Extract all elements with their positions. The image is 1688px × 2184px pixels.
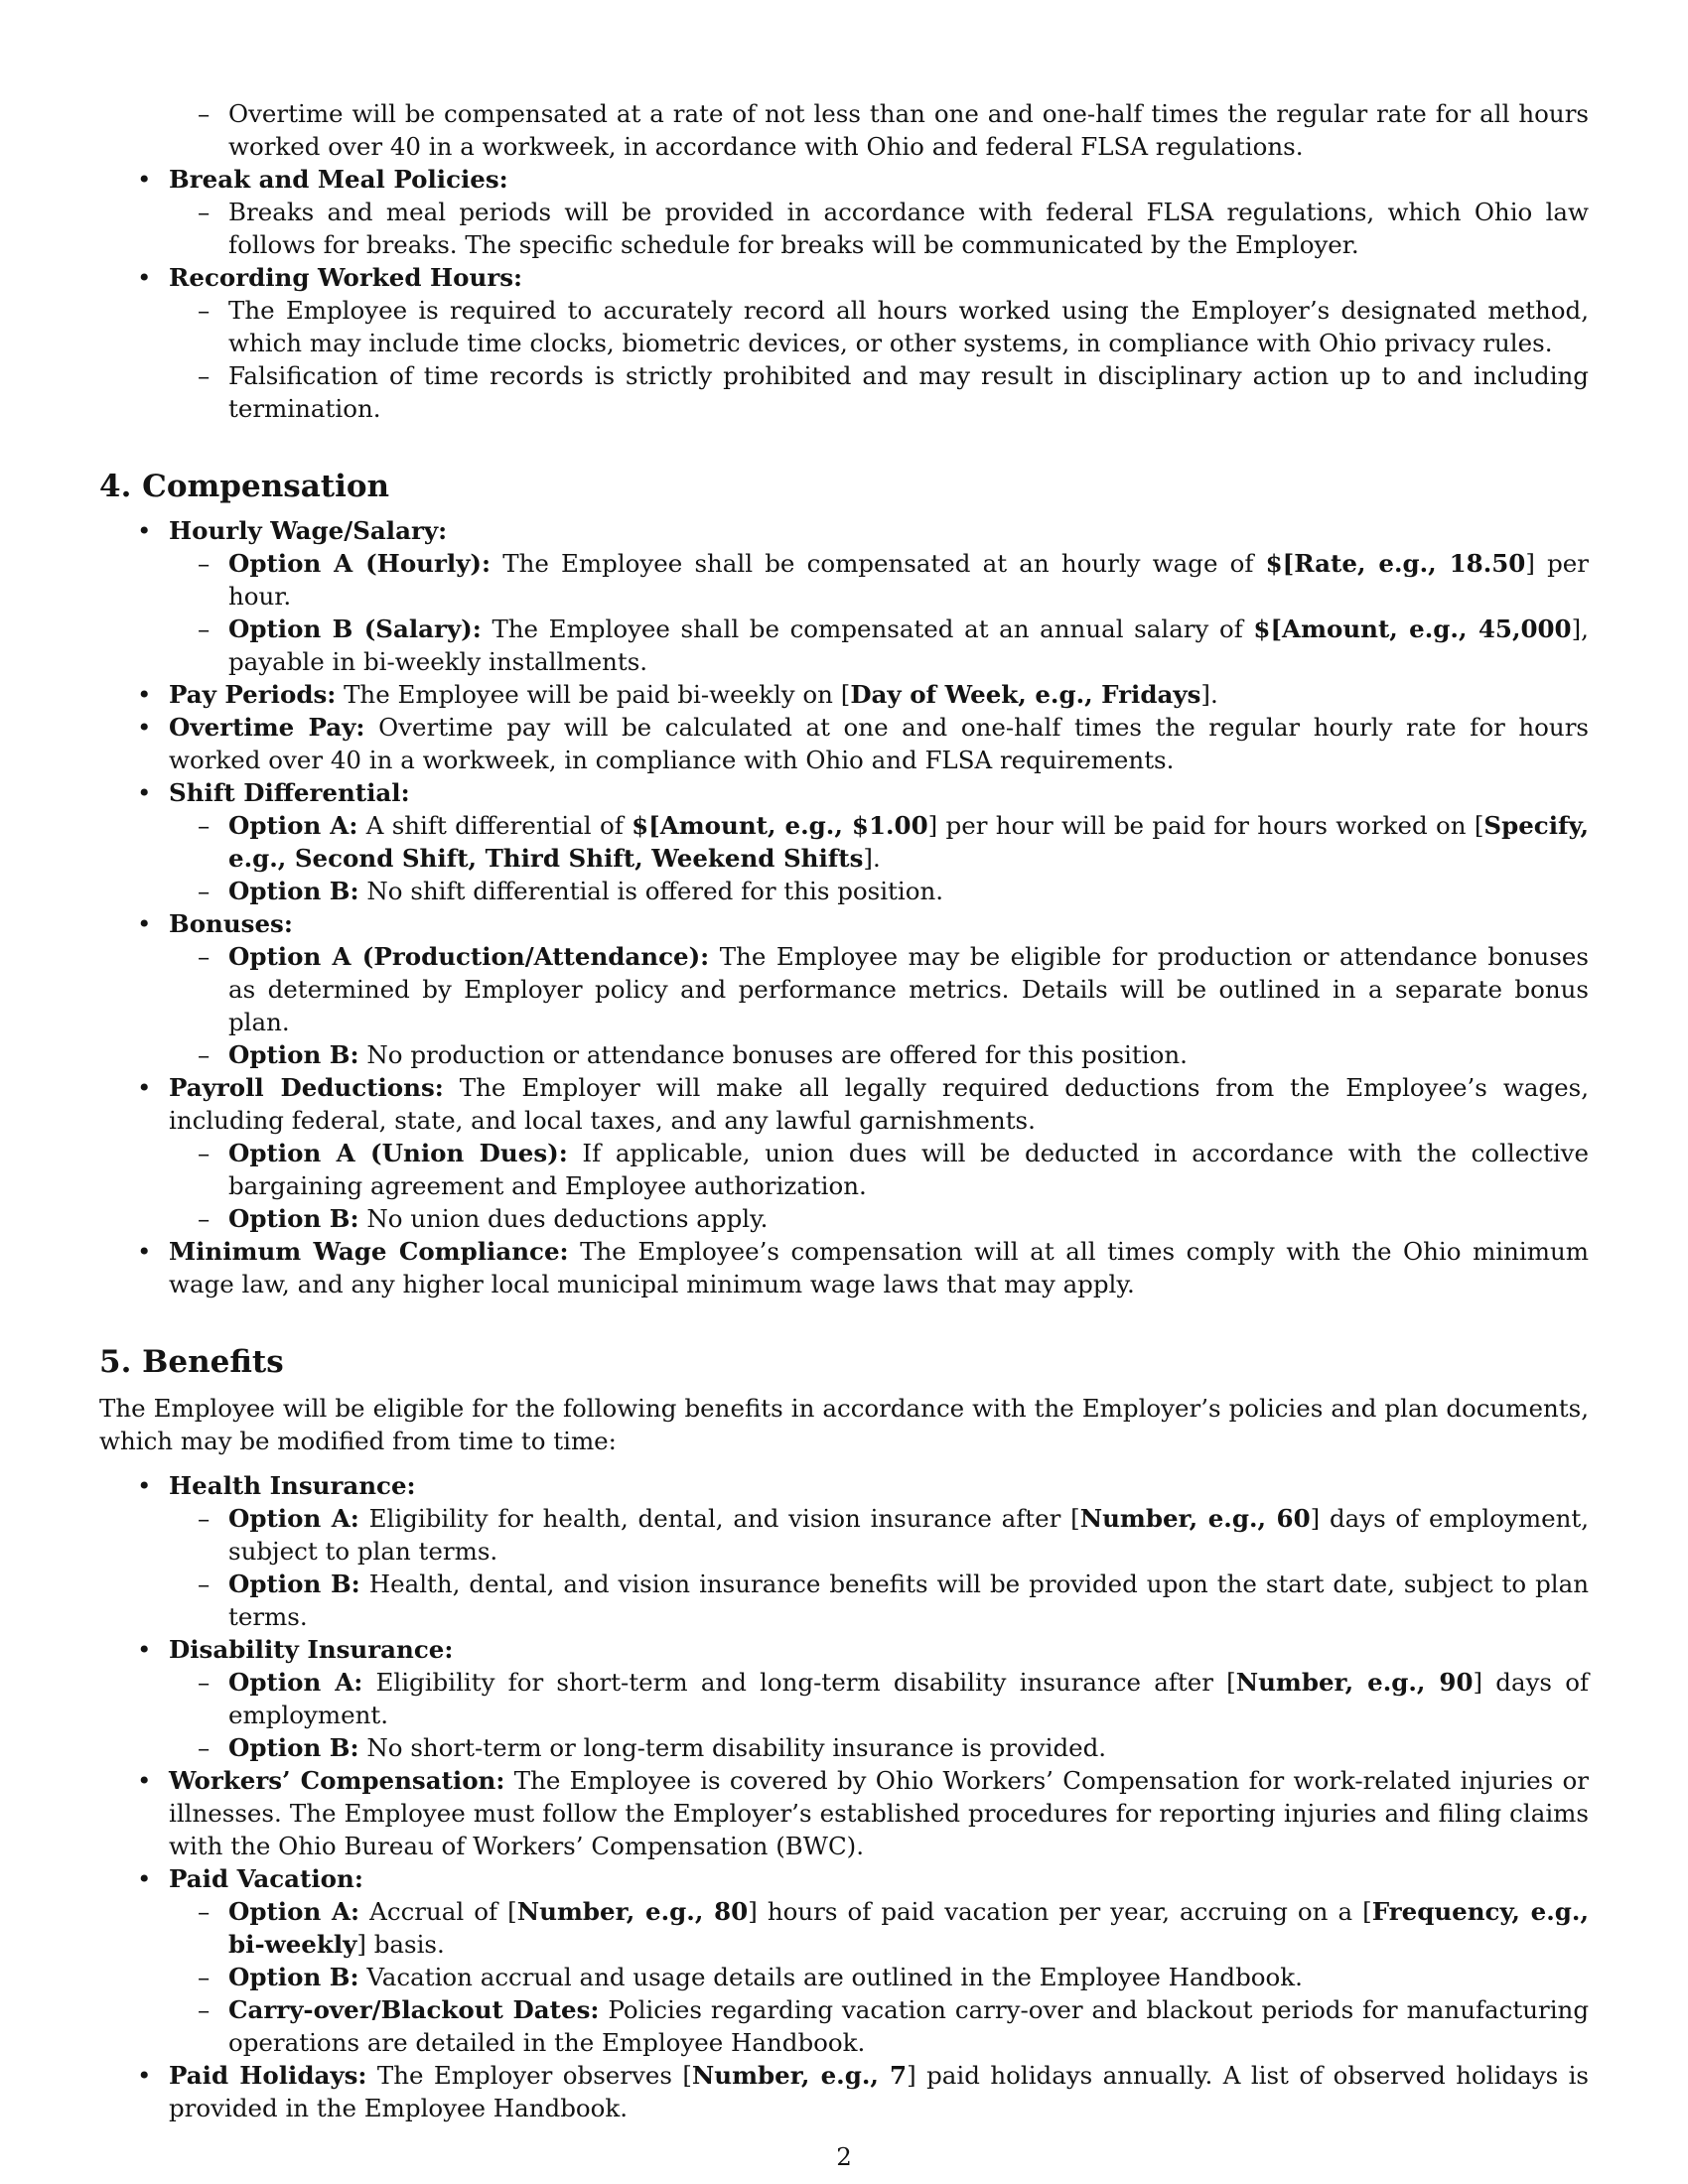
overtime-sublist (99, 97, 1589, 163)
list-item-paid-vacation: • Paid Vacation: – Option A: Accrual of [Number, e.g., 80] hours of paid vacation per year, accruing on a [Frequency, e.g., bi-weekly] basis. – Option B: Vacation accrual and usage details are outlined in the Employee Handbook. – Carry-over/Blackout Dates: Policies regarding vacation carry-over and blackout periods for manufacturing operations are detailed in the Employee Handbook. (99, 1862, 1589, 2059)
section-heading-compensation: 4. Compensation (99, 469, 390, 504)
list-item-minimum-wage: • Minimum Wage Compliance: The Employee’s compensation will at all times comply with the Ohio minimum wage law, and any higher local municipal minimum wage laws that may apply. (99, 1235, 1589, 1300)
item-title: Recording Worked Hours: (169, 263, 523, 292)
list-item: – Option A: Eligibility for short-term and long-term disability insurance after [Number, e.g., 90] days of employment. (169, 1666, 1589, 1731)
list-item: – Carry-over/Blackout Dates: Policies regarding vacation carry-over and blackout periods for manufacturing operations are detailed in the Employee Handbook. (169, 1993, 1589, 2059)
list-item-pay-periods: • Pay Periods: The Employee will be paid bi-weekly on [Day of Week, e.g., Fridays]. (99, 678, 1589, 711)
list-item: – Breaks and meal periods will be provided in accordance with federal FLSA regulations, which Ohio law follows for breaks. The specific schedule for breaks will be communicated by the Employer. (169, 196, 1589, 261)
list-item-recording-hours (99, 261, 1589, 425)
list-item: – Overtime will be compensated at a rate of not less than one and one-half times the regular rate for all hours worked over 40 in a workweek, in accordance with Ohio and federal FLSA regulations. (169, 97, 1589, 163)
list-item-shift-differential: • Shift Differential: – Option A: A shift differential of $[Amount, e.g., $1.00] per hour will be paid for hours worked on [Specify, e.g., Second Shift, Third Shift, Weekend Shifts]. – Option B: No shift differential is offered for this position. (99, 776, 1589, 907)
list-item-health-insurance: • Health Insurance: – Option A: Eligibility for health, dental, and vision insurance after [Number, e.g., 60] days of employment, subject to plan terms. – Option B: Health, dental, and vision insurance benefits will be provided upon the start date, subject to plan terms. (99, 1469, 1589, 1633)
list-item-bonuses: • Bonuses: – Option A (Production/Attendance): The Employee may be eligible for production or attendance bonuses as determined by Employer policy and performance metrics. Details will be outlined in a separate bonus plan. – Option B: No production or attendance bonuses are offered for this position. (99, 907, 1589, 1071)
list-item: – Option B (Salary): The Employee shall be compensated at an annual salary of $[Amount, e.g., 45,000], payable in bi-weekly installments. (169, 613, 1589, 678)
list-item: – Option B: No shift differential is offered for this position. (169, 875, 1589, 907)
list-item-break-policies (99, 163, 1589, 261)
list-item: – Option A: Eligibility for health, dental, and vision insurance after [Number, e.g., 60] days of employment, subject to plan terms. (169, 1502, 1589, 1568)
list-item: – Option B: No union dues deductions apply. (169, 1202, 1589, 1235)
list-item-workers-compensation: • Workers’ Compensation: The Employee is covered by Ohio Workers’ Compensation for work-related injuries or illnesses. The Employee must follow the Employer’s established procedures for reporting injuries and filing claims with the Ohio Bureau of Workers’ Compensation (BWC). (99, 1764, 1589, 1862)
list-item: – Option B: Vacation accrual and usage details are outlined in the Employee Handbook. (169, 1961, 1589, 1993)
list-item-disability-insurance: • Disability Insurance: – Option A: Eligibility for short-term and long-term disability insurance after [Number, e.g., 90] days of employment. – Option B: No short-term or long-term disability insurance is provided. (99, 1633, 1589, 1764)
section-heading-benefits: 5. Benefits (99, 1344, 284, 1380)
list-item: – Option A (Production/Attendance): The Employee may be eligible for production or attendance bonuses as determined by Employer policy and performance metrics. Details will be outlined in a separate bonus plan. (169, 940, 1589, 1038)
list-item: – Option B: No production or attendance bonuses are offered for this position. (169, 1038, 1589, 1071)
item-title: Break and Meal Policies: (169, 165, 508, 194)
list-item-paid-holidays: • Paid Holidays: The Employer observes [Number, e.g., 7] paid holidays annually. A list of observed holidays is provided in the Employee Handbook. (99, 2059, 1589, 2124)
list-item: – Option A: Accrual of [Number, e.g., 80] hours of paid vacation per year, accruing on a [Frequency, e.g., bi-weekly] basis. (169, 1895, 1589, 1961)
list-item: – Option B: No short-term or long-term disability insurance is provided. (169, 1731, 1589, 1764)
page-number: 2 (836, 2142, 852, 2171)
list-item: – The Employee is required to accurately record all hours worked using the Employer’s designated method, which may include time clocks, biometric devices, or other systems, in compliance with Ohio privacy rules. (169, 294, 1589, 359)
benefits-intro: The Employee will be eligible for the following benefits in accordance with the Employer’s policies and plan documents, which may be modified from time to time: (99, 1394, 1589, 1455)
benefits-list (99, 1469, 1589, 2124)
compensation-list (99, 514, 1589, 1300)
list-item-overtime-pay: • Overtime Pay: Overtime pay will be calculated at one and one-half times the regular hourly rate for hours worked over 40 in a workweek, in compliance with Ohio and FLSA requirements. (99, 711, 1589, 776)
list-item-payroll-deductions: • Payroll Deductions: The Employer will make all legally required deductions from the Employee’s wages, including federal, state, and local taxes, and any lawful garnishments. – Option A (Union Dues): If applicable, union dues will be deducted in accordance with the collective bargaining agreement and Employee authorization. – Option B: No union dues deductions apply. (99, 1071, 1589, 1235)
list-item: – Option A (Union Dues): If applicable, union dues will be deducted in accordance with the collective bargaining agreement and Employee authorization. (169, 1137, 1589, 1202)
list-item: – Option A: A shift differential of $[Amount, e.g., $1.00] per hour will be paid for hours worked on [Specify, e.g., Second Shift, Third Shift, Weekend Shifts]. (169, 809, 1589, 875)
list-item-wage: • Hourly Wage/Salary: – Option A (Hourly): The Employee shall be compensated at an hourly wage of $[Rate, e.g., 18.50] per hour. – Option B (Salary): The Employee shall be compensated at an annual salary of $[Amount, e.g., 45,000], payable in bi-weekly installments. (99, 514, 1589, 678)
list-item: – Falsification of time records is strictly prohibited and may result in disciplinary action up to and including termination. (169, 359, 1589, 425)
work-hours-list (99, 163, 1589, 425)
list-item: – Option B: Health, dental, and vision insurance benefits will be provided upon the start date, subject to plan terms. (169, 1568, 1589, 1633)
list-item: – Option A (Hourly): The Employee shall be compensated at an hourly wage of $[Rate, e.g., 18.50] per hour. (169, 547, 1589, 613)
